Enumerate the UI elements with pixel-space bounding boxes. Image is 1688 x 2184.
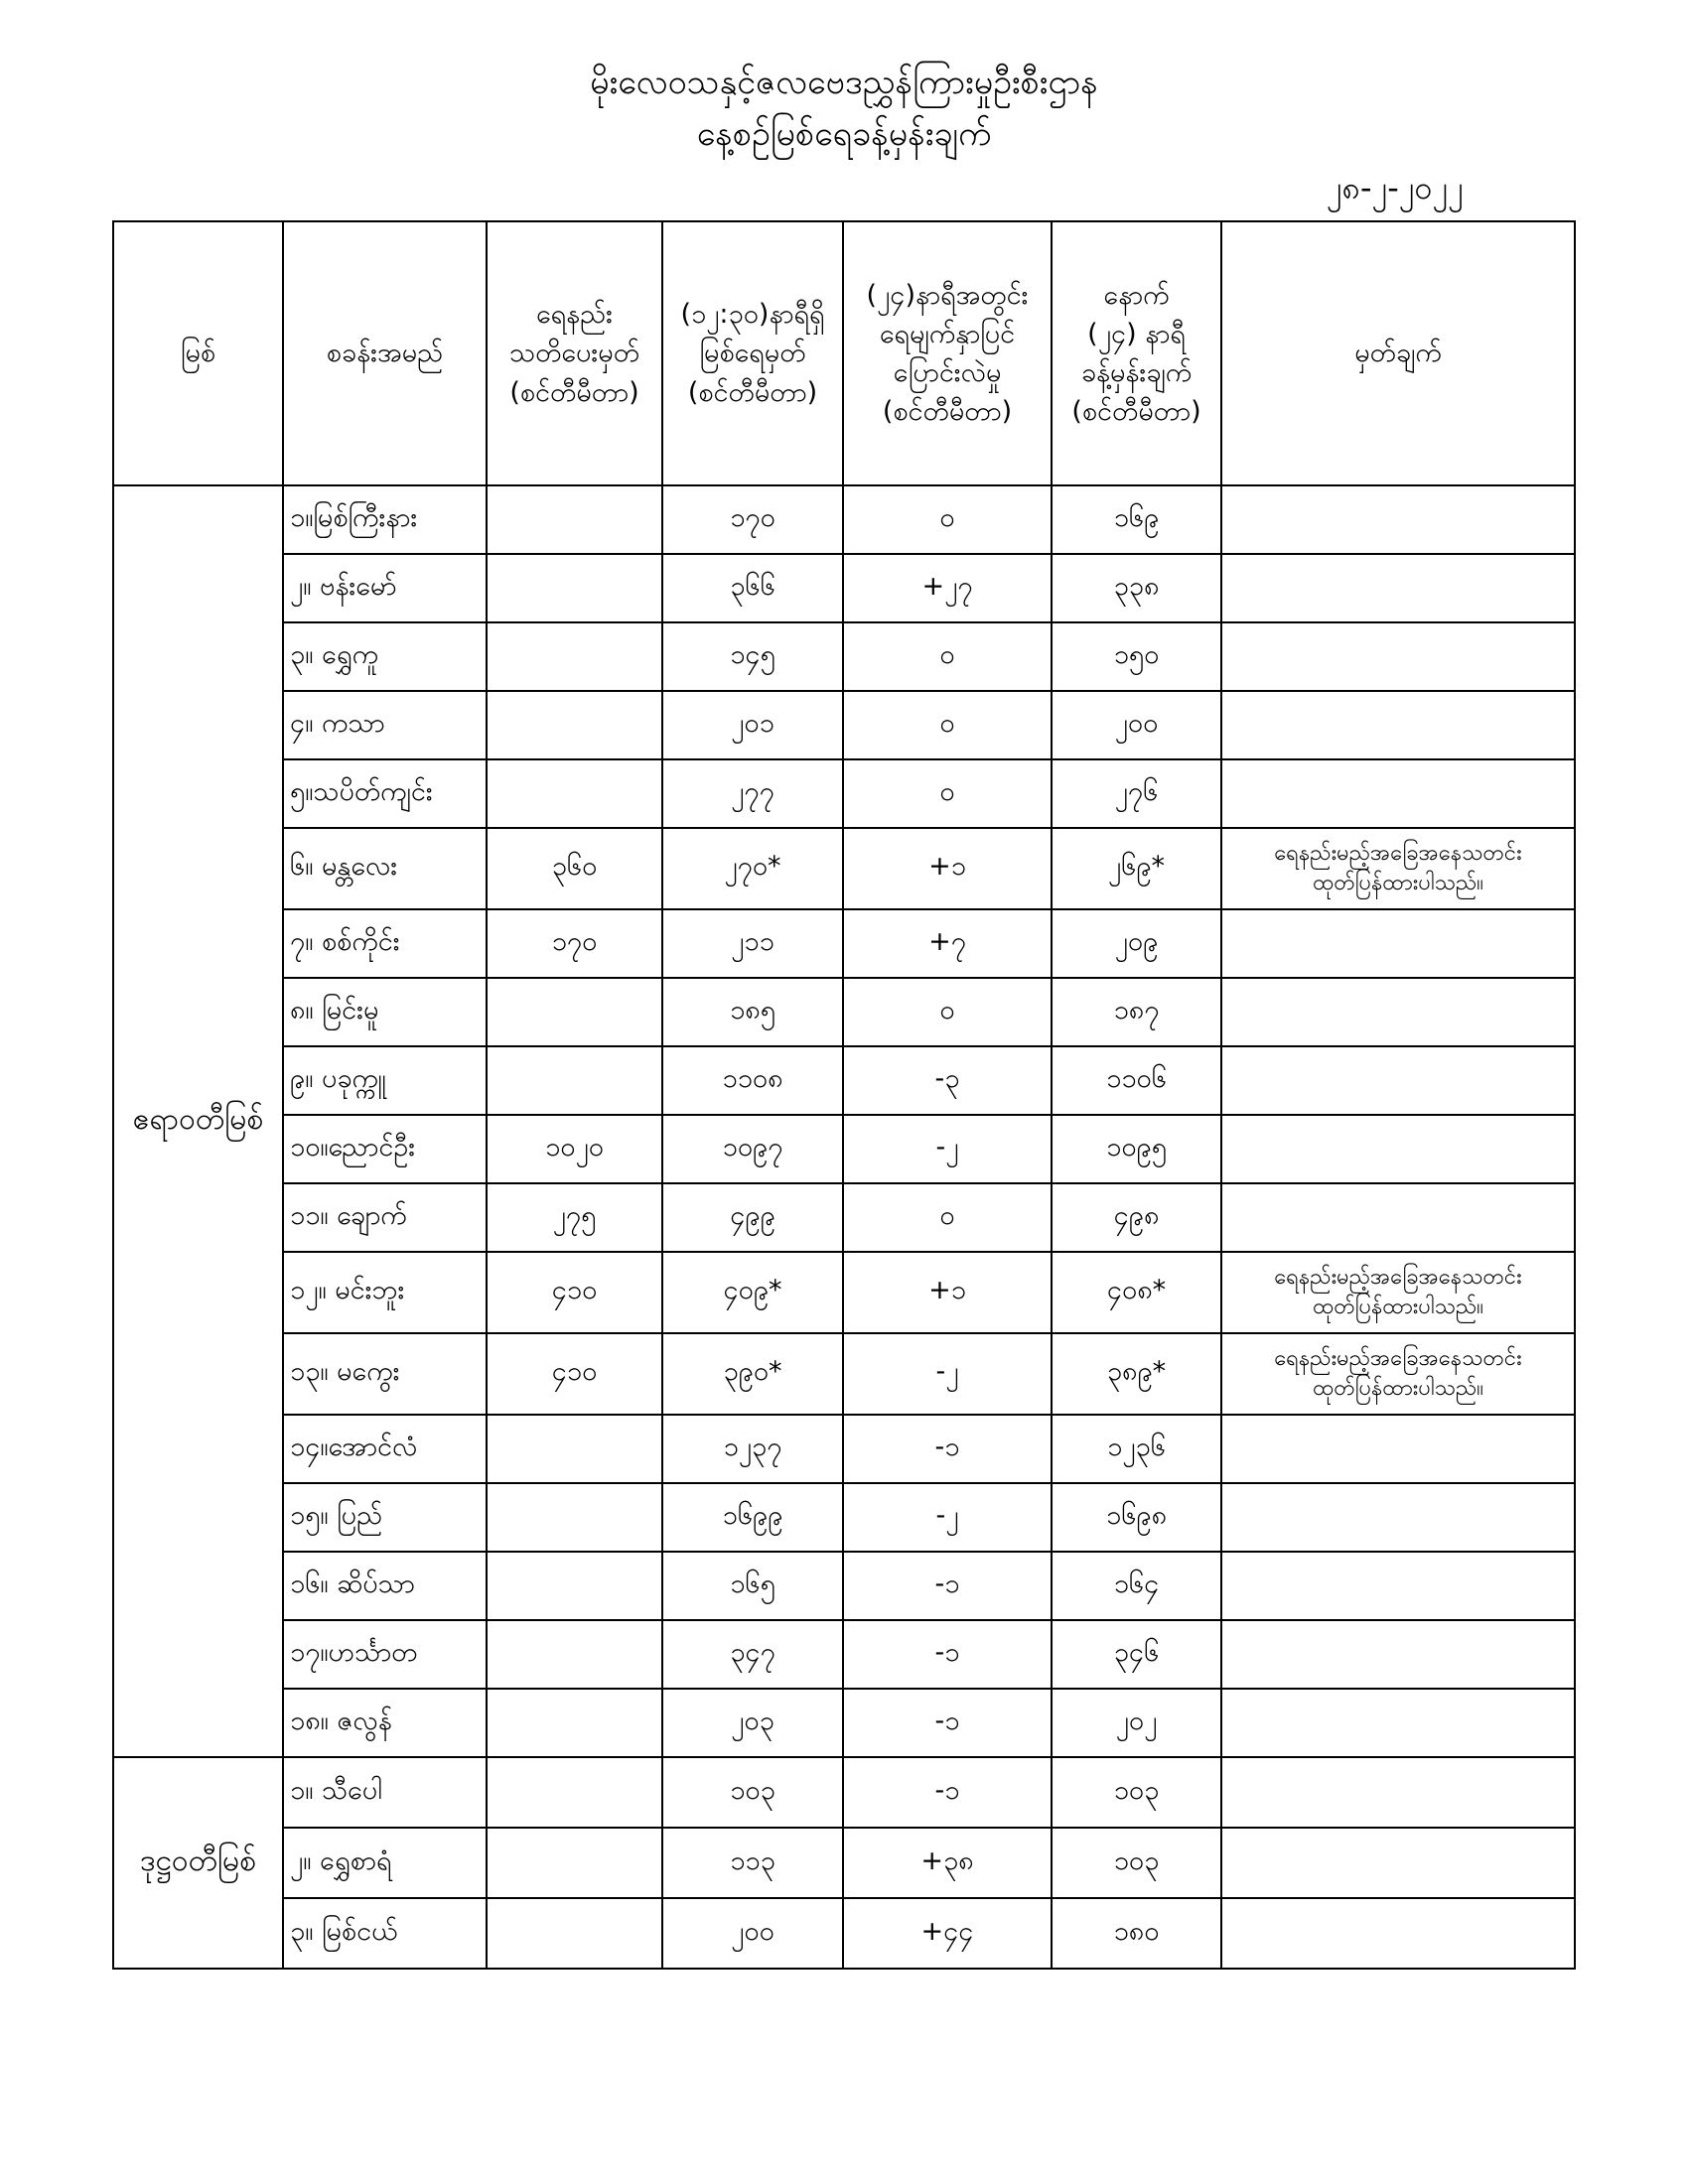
remark-cell: ရေနည်းမည့်အခြေအနေသတင်း ထုတ်ပြန်ထားပါသည်။ [1221, 1252, 1575, 1333]
observed-level-cell: ၁၇၀ [662, 485, 843, 554]
change-cell: -၁ [843, 1415, 1052, 1483]
danger-level-cell: ၄၁၀ [487, 1333, 662, 1415]
change-cell: -၂ [843, 1333, 1052, 1415]
change-cell: -၁ [843, 1620, 1052, 1689]
change-cell: +၃၈ [843, 1828, 1052, 1898]
forecast-cell: ၁၈၀ [1052, 1898, 1221, 1969]
observed-level-cell: ၃၆၆ [662, 554, 843, 622]
header-station: စခန်းအမည် [283, 221, 487, 485]
forecast-cell: ၄၉၈ [1052, 1183, 1221, 1252]
observed-level-cell: ၂၇၀* [662, 828, 843, 909]
forecast-cell: ၂၇၆ [1052, 759, 1221, 828]
remark-cell [1221, 622, 1575, 691]
danger-level-cell: ၁၀၂၀ [487, 1115, 662, 1183]
header-forecast: နောက် (၂၄) နာရီ ခန့်မှန်းချက် (စင်တီမီတာ) [1052, 221, 1221, 485]
table-row [113, 485, 1575, 554]
observed-level-cell: ၁၁၀၈ [662, 1046, 843, 1115]
change-cell: -၃ [843, 1046, 1052, 1115]
station-name-cell: ၁၇။ဟင်္သာတ [283, 1620, 487, 1689]
observed-level-cell: ၁၈၅ [662, 978, 843, 1046]
danger-level-cell: ၁၇၀ [487, 909, 662, 978]
forecast-cell: ၁၀၃ [1052, 1828, 1221, 1898]
observed-level-cell: ၃၉၀* [662, 1333, 843, 1415]
station-name-cell: ၆။ မန္တလေး [283, 828, 487, 909]
observed-level-cell: ၄၀၉* [662, 1252, 843, 1333]
remark-cell [1221, 1620, 1575, 1689]
station-name-cell: ၁၈။ ဇလွန် [283, 1689, 487, 1757]
change-cell: ၀ [843, 1183, 1052, 1252]
danger-level-cell [487, 759, 662, 828]
forecast-cell: ၂၀၉ [1052, 909, 1221, 978]
table-row [113, 1046, 1575, 1115]
station-name-cell: ၁၅။ ပြည် [283, 1483, 487, 1552]
observed-level-cell: ၁၁၃ [662, 1828, 843, 1898]
forecast-cell: ၁၁၀၆ [1052, 1046, 1221, 1115]
document-subtitle: နေ့စဉ်မြစ်ရေခန့်မှန်းချက် [696, 114, 992, 154]
danger-level-cell [487, 1046, 662, 1115]
table-row [113, 759, 1575, 828]
remark-cell [1221, 1898, 1575, 1969]
station-name-cell: ၅။သပိတ်ကျင်း [283, 759, 487, 828]
remark-cell [1221, 1415, 1575, 1483]
remark-cell [1221, 909, 1575, 978]
observed-level-cell: ၁၂၃၇ [662, 1415, 843, 1483]
change-cell: -၂ [843, 1483, 1052, 1552]
remark-cell [1221, 1483, 1575, 1552]
change-cell: +၇ [843, 909, 1052, 978]
station-name-cell: ၁။မြစ်ကြီးနား [283, 485, 487, 554]
table-row [113, 1689, 1575, 1757]
forecast-cell: ၂၀၀ [1052, 691, 1221, 759]
table-header-row [113, 221, 1575, 485]
danger-level-cell: ၃၆၀ [487, 828, 662, 909]
danger-level-cell: ၄၁၀ [487, 1252, 662, 1333]
table-row [113, 691, 1575, 759]
change-cell: +၁ [843, 1252, 1052, 1333]
table-row [113, 1552, 1575, 1620]
change-cell: +၄၄ [843, 1898, 1052, 1969]
danger-level-cell [487, 1689, 662, 1757]
table-row [113, 622, 1575, 691]
forecast-cell: ၂၀၂ [1052, 1689, 1221, 1757]
danger-level-cell [487, 622, 662, 691]
danger-level-cell [487, 1620, 662, 1689]
remark-cell [1221, 978, 1575, 1046]
change-cell: ၀ [843, 622, 1052, 691]
observed-level-cell: ၃၄၇ [662, 1620, 843, 1689]
remark-cell [1221, 1046, 1575, 1115]
danger-level-cell [487, 485, 662, 554]
observed-level-cell: ၂၇၇ [662, 759, 843, 828]
river-forecast-table [112, 220, 1576, 1970]
table-row [113, 978, 1575, 1046]
header-remark: မှတ်ချက် [1221, 221, 1575, 485]
station-name-cell: ၁၃။ မကွေး [283, 1333, 487, 1415]
station-name-cell: ၁။ သီပေါ [283, 1757, 487, 1828]
danger-level-cell [487, 1898, 662, 1969]
forecast-cell: ၃၈၉* [1052, 1333, 1221, 1415]
change-cell: -၁ [843, 1552, 1052, 1620]
observed-level-cell: ၁၄၅ [662, 622, 843, 691]
forecast-cell: ၁၂၃၆ [1052, 1415, 1221, 1483]
station-name-cell: ၃။ မြစ်ငယ် [283, 1898, 487, 1969]
river-name-cell: ဒုဋ္ဌဝတီမြစ် [113, 1757, 283, 1969]
observed-level-cell: ၂၁၁ [662, 909, 843, 978]
station-name-cell: ၁၆။ ဆိပ်သာ [283, 1552, 487, 1620]
change-cell: ၀ [843, 485, 1052, 554]
change-cell: -၁ [843, 1689, 1052, 1757]
table-row [113, 909, 1575, 978]
remark-cell [1221, 1757, 1575, 1828]
table-row [113, 1183, 1575, 1252]
station-name-cell: ၂။ ဗန်းမော် [283, 554, 487, 622]
observed-level-cell: ၁၆၉၉ [662, 1483, 843, 1552]
danger-level-cell [487, 691, 662, 759]
table-body [113, 485, 1575, 1969]
observed-level-cell: ၂၀၃ [662, 1689, 843, 1757]
danger-level-cell [487, 978, 662, 1046]
station-name-cell: ၈။ မြင်းမူ [283, 978, 487, 1046]
remark-cell [1221, 554, 1575, 622]
station-name-cell: ၄။ ကသာ [283, 691, 487, 759]
station-name-cell: ၁၄။အောင်လံ [283, 1415, 487, 1483]
header-danger-level: ရေနည်း သတိပေးမှတ် (စင်တီမီတာ) [487, 221, 662, 485]
station-name-cell: ၇။ စစ်ကိုင်း [283, 909, 487, 978]
remark-cell [1221, 1552, 1575, 1620]
forecast-cell: ၂၆၉* [1052, 828, 1221, 909]
station-name-cell: ၁၁။ ချောက် [283, 1183, 487, 1252]
change-cell: ၀ [843, 978, 1052, 1046]
change-cell: ၀ [843, 759, 1052, 828]
table-row [113, 1333, 1575, 1415]
table-row [113, 1252, 1575, 1333]
table-row [113, 1483, 1575, 1552]
river-name-cell: ဧရာဝတီမြစ် [113, 485, 283, 1757]
table-row [113, 1115, 1575, 1183]
table-row [113, 554, 1575, 622]
observed-level-cell: ၁၆၅ [662, 1552, 843, 1620]
forecast-cell: ၁၈၇ [1052, 978, 1221, 1046]
remark-cell: ရေနည်းမည့်အခြေအနေသတင်း ထုတ်ပြန်ထားပါသည်။ [1221, 1333, 1575, 1415]
forecast-cell: ၁၆၄ [1052, 1552, 1221, 1620]
station-name-cell: ၂။ ရွှေစာရံ [283, 1828, 487, 1898]
header-observed-level: (၁၂:၃၀)နာရီရှိ မြစ်ရေမှတ် (စင်တီမီတာ) [662, 221, 843, 485]
header-river: မြစ် [113, 221, 283, 485]
change-cell: -၂ [843, 1115, 1052, 1183]
document-title: မိုးလေဝသနှင့်ဇလဗေဒညွှန်ကြားမှုဦးစီးဌာန [590, 63, 1098, 102]
observed-level-cell: ၁၀၃ [662, 1757, 843, 1828]
observed-level-cell: ၂၀၀ [662, 1898, 843, 1969]
header-24h-change: (၂၄)နာရီအတွင်း ရေမျက်နှာပြင် ပြောင်းလဲမှု (စင်တီမီတာ) [843, 221, 1052, 485]
forecast-cell: ၁၆၉ [1052, 485, 1221, 554]
remark-cell [1221, 1115, 1575, 1183]
danger-level-cell [487, 554, 662, 622]
danger-level-cell [487, 1483, 662, 1552]
danger-level-cell [487, 1552, 662, 1620]
forecast-cell: ၃၃၈ [1052, 554, 1221, 622]
danger-level-cell [487, 1828, 662, 1898]
danger-level-cell: ၂၇၅ [487, 1183, 662, 1252]
table-row [113, 1828, 1575, 1898]
change-cell: ၀ [843, 691, 1052, 759]
report-date: ၂၈-၂-၂၀၂၂ [1327, 169, 1464, 206]
table-row [113, 1620, 1575, 1689]
table-row [113, 1898, 1575, 1969]
forecast-cell: ၃၄၆ [1052, 1620, 1221, 1689]
observed-level-cell: ၁၀၉၇ [662, 1115, 843, 1183]
table-row [113, 1757, 1575, 1828]
change-cell: +၁ [843, 828, 1052, 909]
remark-cell [1221, 1689, 1575, 1757]
change-cell: +၂၇ [843, 554, 1052, 622]
danger-level-cell [487, 1415, 662, 1483]
remark-cell: ရေနည်းမည့်အခြေအနေသတင်း ထုတ်ပြန်ထားပါသည်။ [1221, 828, 1575, 909]
forecast-cell: ၁၆၉၈ [1052, 1483, 1221, 1552]
forecast-cell: ၁၅၀ [1052, 622, 1221, 691]
station-name-cell: ၁၀။ညောင်ဦး [283, 1115, 487, 1183]
table-row [113, 828, 1575, 909]
remark-cell [1221, 485, 1575, 554]
forecast-cell: ၁၀၃ [1052, 1757, 1221, 1828]
forecast-cell: ၄၀၈* [1052, 1252, 1221, 1333]
remark-cell [1221, 759, 1575, 828]
station-name-cell: ၉။ ပခုက္ကူ [283, 1046, 487, 1115]
observed-level-cell: ၂၀၁ [662, 691, 843, 759]
station-name-cell: ၁၂။ မင်းဘူး [283, 1252, 487, 1333]
change-cell: -၁ [843, 1757, 1052, 1828]
table-row [113, 1415, 1575, 1483]
danger-level-cell [487, 1757, 662, 1828]
remark-cell [1221, 1828, 1575, 1898]
observed-level-cell: ၄၉၉ [662, 1183, 843, 1252]
station-name-cell: ၃။ ရွှေကူ [283, 622, 487, 691]
forecast-cell: ၁၀၉၅ [1052, 1115, 1221, 1183]
remark-cell [1221, 1183, 1575, 1252]
remark-cell [1221, 691, 1575, 759]
